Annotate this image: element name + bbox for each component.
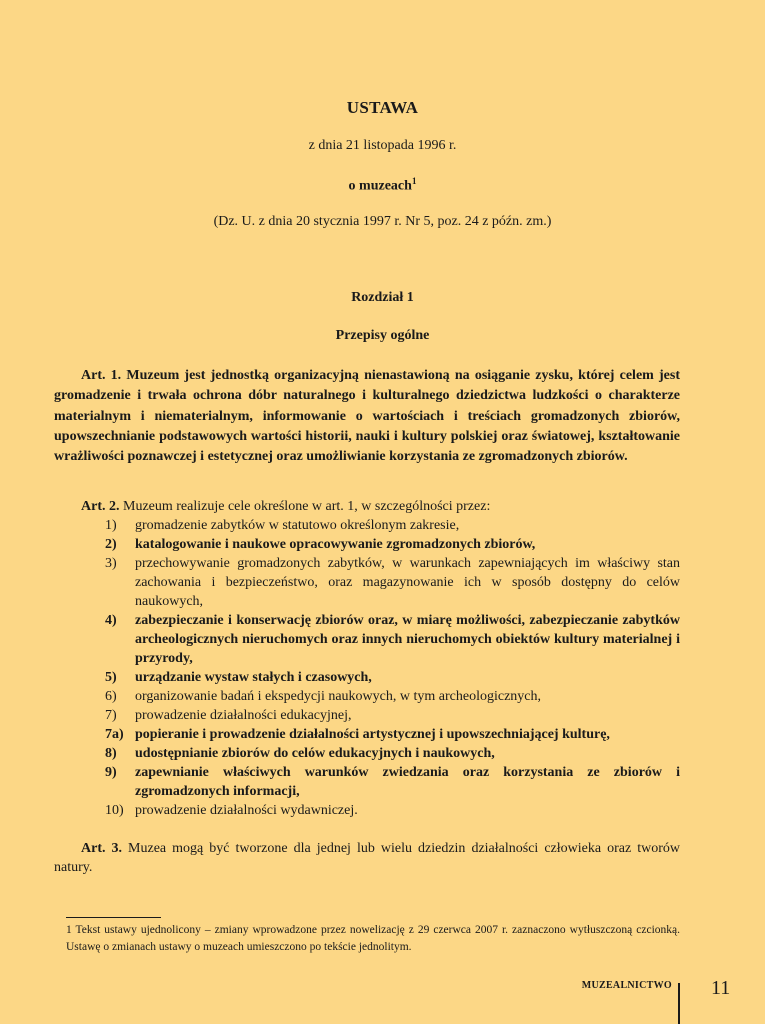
- footnote-divider: [66, 917, 161, 918]
- document-date: z dnia 21 listopada 1996 r.: [308, 138, 457, 153]
- list-item-number: 8): [105, 746, 117, 761]
- list-item-text: zabezpieczanie i konserwację zbiorów oraz, w miarę możliwości, zabezpieczanie zabytków archeologicznych nieruchomych oraz innych nieruchomych obiektów kultury materialnej i przyrody,: [135, 613, 680, 666]
- article-2-label: Art. 2.: [81, 499, 120, 514]
- article-2-intro-text: Muzeum realizuje cele określone w art. 1, w szczególności przez:: [119, 499, 491, 514]
- page-number: 11: [711, 977, 731, 999]
- list-item: [54, 763, 680, 801]
- list-item-text: popieranie i prowadzenie działalności artystycznej i upowszechniającej kulturę,: [135, 727, 610, 742]
- article-3-label: Art. 3.: [81, 841, 123, 856]
- list-item: [54, 744, 680, 763]
- list-item-number: 4): [105, 613, 117, 628]
- subject-text: o muzeach: [348, 178, 412, 194]
- list-item-text: prowadzenie działalności wydawniczej.: [135, 803, 358, 818]
- footer-divider: [678, 983, 680, 1024]
- list-item: [54, 535, 680, 554]
- list-item-text: gromadzenie zabytków w statutowo określonym zakresie,: [135, 518, 460, 533]
- list-item: [54, 554, 680, 611]
- footnote-mark: 1: [411, 176, 417, 186]
- list-item-text: przechowywanie gromadzonych zabytków, w warunkach zapewniających im właściwy stan zachowania i bezpieczeństwo, oraz magazynowanie ich w sposób dostępny do celów naukowych,: [135, 556, 680, 609]
- list-item: [54, 668, 680, 687]
- list-item: [54, 611, 680, 668]
- list-item: [54, 687, 680, 706]
- list-item-text: prowadzenie działalności edukacyjnej,: [135, 708, 352, 723]
- list-item-text: katalogowanie i naukowe opracowywanie zgromadzonych zbiorów,: [135, 537, 536, 552]
- document-source: (Dz. U. z dnia 20 stycznia 1997 r. Nr 5, poz. 24 z późn. zm.): [213, 214, 552, 229]
- list-item-number: 9): [105, 765, 117, 780]
- article-1: Art. 1. Muzeum jest jednostką organizacyjną nienastawioną na osiąganie zysku, której celem jest gromadzenie i trwała ochrona dóbr naturalnego i kulturalnego dziedzictwa ludzkości o charakterze materialnym i niematerialnym, informowanie o wartościach i treściach gromadzonych zbiorów, upowszechnianie podstawowych wartości historii, nauki i kultury polskiej oraz światowej, kształtowanie wrażliwości poznawczej i estetycznej oraz umożliwianie korzystania ze zgromadzonych zbiorów.: [54, 368, 680, 465]
- document-subject: [0, 176, 765, 195]
- footnote: 1 Tekst ustawy ujednolicony – zmiany wprowadzone przez nowelizację z 29 czerwca 2007 r. zaznaczono wytłuszczoną czcionką. Ustawę o zmianach ustawy o muzeach umieszczono po tekście jednolitym.: [66, 924, 680, 953]
- chapter-label: Rozdział 1: [351, 290, 414, 305]
- list-item-number: 7): [105, 708, 117, 723]
- list-item: [54, 801, 680, 820]
- chapter-title: Przepisy ogólne: [335, 328, 430, 343]
- article-3-text: Muzea mogą być tworzone dla jednej lub wielu dziedzin działalności człowieka oraz tworów natury.: [54, 841, 680, 875]
- list-item: [54, 725, 680, 744]
- document-title: USTAWA: [346, 98, 419, 117]
- list-item: [54, 516, 680, 535]
- list-item: [54, 706, 680, 725]
- list-item-number: 7a): [105, 727, 124, 742]
- list-item-text: zapewnianie właściwych warunków zwiedzania oraz korzystania ze zbiorów i zgromadzonych informacji,: [135, 765, 680, 799]
- list-item-text: urządzanie wystaw stałych i czasowych,: [135, 670, 372, 685]
- article-2-intro: [54, 497, 680, 516]
- list-item-number: 3): [105, 556, 117, 571]
- list-item-text: udostępnianie zbiorów do celów edukacyjnych i naukowych,: [135, 746, 495, 761]
- article-2-list: [54, 516, 680, 820]
- list-item-number: 10): [105, 803, 124, 818]
- list-item-number: 1): [105, 518, 117, 533]
- running-head: MUZEALNICTWO: [581, 980, 672, 991]
- list-item-text: organizowanie badań i ekspedycji naukowych, w tym archeologicznych,: [135, 689, 541, 704]
- list-item-number: 5): [105, 670, 117, 685]
- list-item-number: 6): [105, 689, 117, 704]
- list-item-number: 2): [105, 537, 117, 552]
- article-3: [54, 839, 680, 877]
